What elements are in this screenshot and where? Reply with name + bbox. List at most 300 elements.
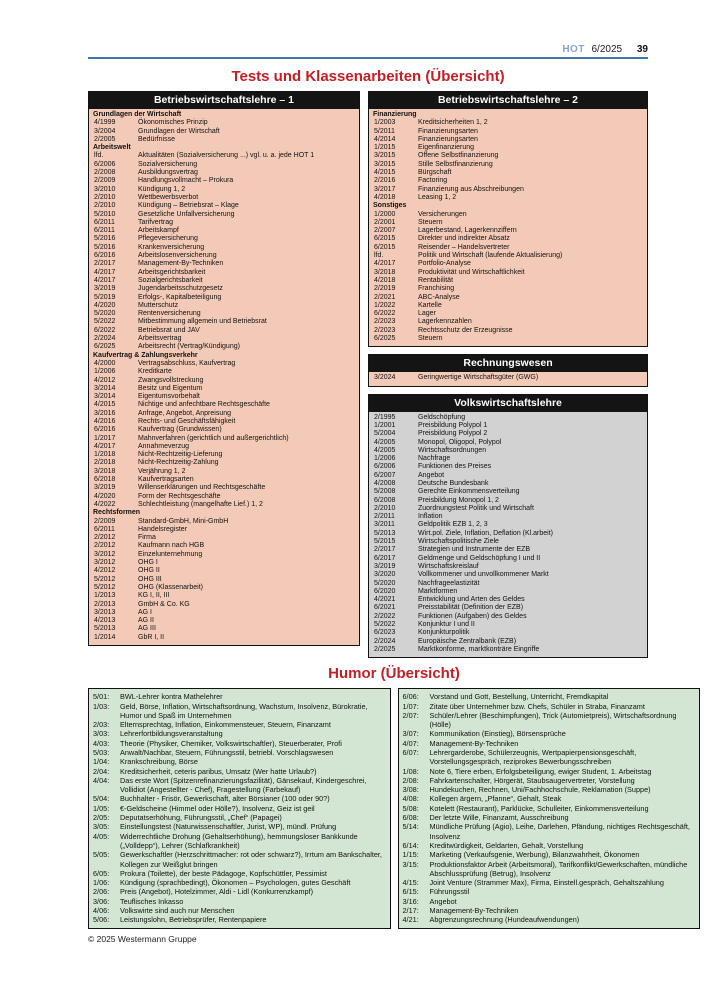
table-row (369, 318, 647, 326)
issue-ref: 5/03: (93, 748, 110, 757)
issue-ref: 2/2024 (374, 637, 396, 645)
table-row (369, 335, 647, 343)
table-row (369, 128, 647, 136)
tables-column-right (368, 91, 648, 658)
table-row (89, 534, 359, 542)
table-row (89, 601, 359, 609)
table-row (369, 596, 647, 604)
issue-ref: 3/2013 (94, 608, 116, 616)
issue-ref: 5/2008 (374, 488, 396, 496)
issue-ref: 4/2013 (94, 617, 116, 625)
table-row (369, 244, 647, 252)
issue-ref: lfd. (374, 252, 384, 260)
table-row (369, 505, 647, 513)
issue-ref: 6/2006 (94, 160, 116, 168)
issue-ref: 4/2021 (374, 596, 396, 604)
topic-label: Kartelle (418, 301, 442, 309)
table-row (89, 609, 359, 617)
topic-label: Leasing 1, 2 (418, 193, 457, 201)
table-row (89, 484, 359, 492)
humor-entry (93, 804, 386, 813)
issue-ref: 3/2012 (94, 559, 116, 567)
topic-label: Jugendarbeitsschutzgesetz (138, 285, 223, 293)
topic-label: Ausbildungsvertrag (138, 169, 198, 177)
humor-topics: Kollegen ärgern, „Pfanne“, Gehalt, Steak (429, 794, 562, 804)
issue-ref: lfd. (94, 152, 104, 160)
table-row (89, 526, 359, 534)
humor-entry (93, 692, 386, 701)
issue-ref: 4/2005 (374, 438, 396, 446)
topic-label: Krankenversicherung (138, 243, 205, 251)
topic-label: Handelsregister (138, 525, 188, 533)
issue-ref: 3/2012 (94, 550, 116, 558)
table-row (369, 497, 647, 505)
humor-topics: Einstellungstest (Naturwissenschaftler, Jurist, WP), mündl. Prüfung (120, 822, 337, 832)
humor-entry (403, 739, 696, 748)
table-row (369, 472, 647, 480)
table-row (369, 422, 647, 430)
topic-label: Franchising (418, 285, 455, 293)
issue-ref: 3/2024 (374, 374, 396, 382)
topic-label: Kündigung 1, 2 (138, 185, 186, 193)
topic-label: Steuern (418, 218, 443, 226)
issue-ref: 2/2023 (374, 318, 396, 326)
issue-ref: 4/2018 (374, 193, 396, 201)
issue-ref: 2/2012 (94, 534, 116, 542)
issue-ref: 5/05: (93, 850, 110, 860)
topic-label: Anfrage, Angebot, Anpreisung (138, 409, 232, 417)
issue-ref: 5/2010 (94, 210, 116, 218)
table-row (369, 580, 647, 588)
humor-topics: Theorie (Physiker, Chemiker, Volkswirtschaftler), Steuerberater, Profi (120, 738, 342, 748)
table-row (369, 374, 647, 382)
topic-label: Verjährung 1, 2 (138, 467, 186, 475)
issue-ref: 2/2010 (374, 504, 396, 512)
topic-label: Kreditsicherheiten 1, 2 (418, 119, 488, 127)
issue-ref: 2/2017 (374, 546, 396, 554)
table-row (369, 439, 647, 447)
table-row (369, 447, 647, 455)
topic-label: OHG III (138, 575, 162, 583)
issue-ref: 2/2024 (94, 335, 116, 343)
table-row (369, 152, 647, 160)
table-row (89, 244, 359, 252)
issue-ref: 3/2014 (94, 384, 116, 392)
issue-ref: 6/15: (402, 887, 419, 897)
issue-ref: 5/14: (402, 822, 419, 832)
table-row (89, 343, 359, 351)
table-row (369, 136, 647, 144)
table-row (89, 451, 359, 459)
humor-entry (403, 860, 696, 879)
topic-label: Finanzierungsarten (418, 135, 478, 143)
table-row (369, 119, 647, 127)
topic-label: Preisbildung Monopol 1, 2 (418, 496, 499, 504)
humor-entry (93, 850, 386, 869)
issue-ref: 4/2000 (94, 359, 116, 367)
topic-label: Wettbewerbsverbot (138, 193, 199, 201)
issue-ref: 1/08: (402, 766, 419, 776)
issue-ref: 2/2009 (94, 517, 116, 525)
issue-ref: 1/2014 (94, 633, 116, 641)
table-row (89, 335, 359, 343)
issue-ref: 6/08: (402, 813, 419, 823)
issue-ref: 5/2020 (374, 579, 396, 587)
table-row (89, 194, 359, 202)
issue-ref: 6/2015 (374, 243, 396, 251)
table-row (89, 161, 359, 169)
issue-ref: 6/2022 (94, 326, 116, 334)
table-row (89, 227, 359, 235)
topic-label: Geldschöpfung (418, 413, 466, 421)
humor-topics: Leistungslohn, Betriebsprüfer, Rentenpapiere (120, 915, 267, 925)
humor-entry (403, 841, 696, 850)
topic-label: Zwangsvollstreckung (138, 376, 204, 384)
table-row (89, 368, 359, 376)
issue-ref: 1/05: (93, 803, 110, 813)
issue-ref: 1/2018 (94, 451, 116, 459)
table-row (369, 530, 647, 538)
issue-ref: 2/2009 (94, 177, 116, 185)
issue-ref: 1/2006 (374, 455, 396, 463)
table-row (369, 463, 647, 471)
humor-entry (93, 832, 386, 851)
topic-label: OHG (Klassenarbeit) (138, 583, 203, 591)
table-row (369, 269, 647, 277)
topic-label: Produktivität und Wirtschaftlichkeit (418, 268, 525, 276)
table-row (89, 277, 359, 285)
humor-entry (403, 804, 696, 813)
topic-label: Reisender – Handelsvertreter (418, 243, 510, 251)
issue-ref: 3/2019 (94, 484, 116, 492)
table-row (89, 136, 359, 144)
issue-ref: 5/01: (93, 692, 110, 702)
issue-ref: 3/06: (93, 896, 110, 906)
table-title: Rechnungswesen (369, 355, 647, 372)
issue-ref: 3/2018 (94, 467, 116, 475)
issue-ref: 4/2015 (94, 401, 116, 409)
table-bwl1 (88, 91, 360, 646)
issue-ref: 4/2005 (374, 446, 396, 454)
issue-ref: 3/2019 (94, 285, 116, 293)
issue-ref: 5/2004 (374, 430, 396, 438)
table-row (89, 302, 359, 310)
humor-entry (93, 739, 386, 748)
topic-label: Ökonomisches Prinzip (138, 119, 208, 127)
issue-ref: 3/05: (93, 822, 110, 832)
issue-ref: 3/2020 (374, 571, 396, 579)
humor-topics: Abgrenzungsrechnung (Hundeaufwendungen) (429, 915, 580, 925)
humor-column-right (398, 688, 701, 928)
issue-ref: 6/2018 (94, 476, 116, 484)
humor-entry (403, 887, 696, 896)
issue-ref: 1/15: (402, 850, 419, 860)
table-row (89, 567, 359, 575)
topic-label: Monopol, Oligopol, Polypol (418, 438, 502, 446)
issue-ref: 4/2022 (94, 500, 116, 508)
table-row (369, 277, 647, 285)
topic-label: Nicht-Rechtzeitig-Zahlung (138, 459, 219, 467)
topic-label: Mutterschutz (138, 301, 179, 309)
topic-label: Sozialversicherung (138, 160, 198, 168)
issue-ref: 3/2018 (374, 268, 396, 276)
topic-label: Arbeitslosenversicherung (138, 252, 217, 260)
issue-ref: 5/2015 (374, 538, 396, 546)
issue-ref: 3/07: (402, 729, 419, 739)
topic-label: Besitz und Eigentum (138, 384, 203, 392)
section-heading: Sonstiges (373, 202, 407, 210)
issue-ref: 6/2016 (94, 426, 116, 434)
table-row (369, 169, 647, 177)
topic-label: OHG I (138, 559, 158, 567)
issue-ref: 5/2016 (94, 235, 116, 243)
topic-label: Firma (138, 534, 156, 542)
table-row (89, 128, 359, 136)
topic-label: Preisbildung Polypol 1 (418, 421, 488, 429)
issue-ref: 6/05: (93, 868, 110, 878)
issue-ref: 3/2015 (374, 160, 396, 168)
humor-topics: Buchhalter - Frisör, Gewerkschaft, alter Börsianer (100 oder 90?) (120, 794, 330, 804)
humor-topics: Führungsstil (429, 887, 470, 897)
issue-ref: 2/2016 (374, 177, 396, 185)
topic-label: Portfolio-Analyse (418, 260, 471, 268)
table-row (369, 621, 647, 629)
humor-entry (93, 869, 386, 878)
table-row (369, 177, 647, 185)
topic-label: GmbH & Co. KG (138, 600, 190, 608)
topic-label: Rechts- und Geschäftsfähigkeit (138, 417, 236, 425)
issue-ref: 1/04: (93, 757, 110, 767)
humor-topics: Prokura (Toilette), der beste Pädagoge, Kopfschüttler, Pessimist (120, 868, 327, 878)
topic-label: Marktformen (418, 587, 458, 595)
topic-label: Vollkommener und unvollkommener Markt (418, 571, 549, 579)
table-row (89, 426, 359, 434)
humor-entry (93, 887, 386, 896)
issue-ref: 6/2017 (374, 554, 396, 562)
humor-topics: Deputatserhöhung, Führungsstil, „Chef“ (Papagei) (120, 813, 282, 823)
topic-label: Angebot (418, 471, 445, 479)
humor-entry (93, 702, 386, 721)
issue-ref: 6/2011 (94, 218, 115, 226)
humor-topics: Lehrerfortbildungsveranstaltung (120, 729, 223, 739)
issue-ref: 1/2003 (374, 119, 396, 127)
section-heading: Kaufvertrag & Zahlungsverkehr (93, 351, 198, 359)
issue-ref: 1/2013 (94, 592, 116, 600)
table-row (89, 310, 359, 318)
table-row (369, 302, 647, 310)
table-row (89, 443, 359, 451)
humor-entry (93, 915, 386, 924)
humor-section (88, 688, 700, 928)
magazine-logo: HOT (562, 44, 585, 55)
topic-label: Vertragsabschluss, Kaufvertrag (138, 359, 236, 367)
issue-ref: 1/2022 (374, 301, 396, 309)
topic-label: OHG II (138, 567, 160, 575)
topic-label: Arbeitskampf (138, 227, 179, 235)
table-row (369, 604, 647, 612)
topic-label: Wirt.pol. Ziele, Inflation, Deflation (Kl.arbeit) (418, 529, 553, 537)
table-row (89, 393, 359, 401)
topic-label: Annahmeverzug (138, 442, 189, 450)
topic-label: Nachfrageelastizität (418, 579, 480, 587)
humor-entry (93, 794, 386, 803)
humor-entry (403, 692, 696, 701)
issue-ref: 4/1999 (94, 119, 116, 127)
table-row (89, 318, 359, 326)
table-title: Betriebswirtschaftslehre – 2 (369, 92, 647, 109)
topic-label: Geldpolitik EZB 1, 2, 3 (418, 521, 488, 529)
humor-topics: Zitate über Unternehmer bzw. Chefs, Schüler in Straba, Finanzamt (429, 701, 645, 711)
topic-label: Lagerkennzahlen (418, 318, 472, 326)
topic-label: Gesetzliche Unfallversicherung (138, 210, 235, 218)
topic-label: Pflegeversicherung (138, 235, 198, 243)
humor-topics: Vorstand und Gott, Bestellung, Unterricht, Fremdkapital (429, 692, 609, 702)
issue-ref: 2/05: (93, 813, 110, 823)
topic-label: Arbeitsvertrag (138, 335, 182, 343)
issue-ref: 5/08: (402, 803, 419, 813)
topic-label: Aktualitäten (Sozialversicherung ...) vgl. u. a. jede HOT 1 (138, 152, 315, 160)
humor-entry (403, 813, 696, 822)
topic-label: Schlechtleistung (mangelhafte Lief.) 1, 2 (138, 500, 263, 508)
humor-entry (93, 748, 386, 757)
topic-label: Nicht-Rechtzeitig-Lieferung (138, 451, 223, 459)
humor-topics: BWL-Lehrer kontra Mathelehrer (120, 692, 223, 702)
table-row (89, 377, 359, 385)
table-body (369, 109, 647, 346)
table-row (89, 617, 359, 625)
issue-ref: 2/08: (402, 775, 419, 785)
issue-ref: 5/2013 (94, 625, 116, 633)
issue-ref: 2/2008 (94, 169, 116, 177)
issue-ref: 4/2012 (94, 567, 116, 575)
topic-label: Erfolgs-, Kapitalbeteiligung (138, 293, 222, 301)
issue-ref: 4/2017 (94, 268, 116, 276)
table-row (369, 227, 647, 235)
issue-ref: 6/07: (402, 748, 419, 757)
section-heading: Arbeitswelt (93, 144, 131, 152)
topic-label: Eigenfinanzierung (418, 144, 475, 152)
topic-label: Nachfrage (418, 455, 451, 463)
issue-ref: 3/2019 (374, 562, 396, 570)
issue-ref: 5/04: (93, 794, 110, 804)
humor-entry (93, 897, 386, 906)
issue-ref: 4/2016 (94, 417, 116, 425)
table-row (369, 235, 647, 243)
humor-entry (93, 720, 386, 729)
issue-ref: 2/2025 (374, 645, 396, 653)
issue-ref: 3/2016 (94, 409, 116, 417)
issue-ref: 2/1995 (374, 413, 396, 421)
table-rechnungswesen (368, 354, 648, 386)
table-row (89, 385, 359, 393)
issue-ref: 2/04: (93, 766, 110, 776)
table-row (89, 592, 359, 600)
table-row (369, 310, 647, 318)
topic-label: Standard-GmbH, Mini-GmbH (138, 517, 229, 525)
issue-ref: 4/15: (402, 878, 419, 888)
table-row (89, 327, 359, 335)
topic-label: Konjunktur I und II (418, 621, 475, 629)
topic-label: Offene Selbstfinanzierung (418, 152, 499, 160)
issue-ref: 6/2008 (374, 496, 396, 504)
topic-label: Arbeitsrecht (Vertrag/Kündigung) (138, 343, 240, 351)
issue-ref: 3/15: (402, 859, 419, 869)
issue-ref: 2/03: (93, 720, 110, 730)
humor-topics: Volkswirte sind auch nur Menschen (120, 906, 235, 916)
table-row (369, 638, 647, 646)
issue-ref: 2/2018 (94, 459, 116, 467)
table-row (89, 294, 359, 302)
issue-number: 6/2025 (591, 44, 623, 55)
table-row (369, 144, 647, 152)
table-row (89, 186, 359, 194)
issue-ref: 3/2004 (94, 127, 116, 135)
issue-ref: 1/2006 (94, 368, 116, 376)
table-row (89, 584, 359, 592)
topic-label: Politik und Wirtschaft (laufende Aktualisierung) (418, 252, 563, 260)
issue-ref: 2/2007 (374, 227, 396, 235)
issue-ref: 2/2001 (374, 218, 396, 226)
humor-topics: Kommunikation (Einstieg), Börsensprüche (429, 729, 566, 739)
issue-ref: 2/06: (93, 887, 110, 897)
topic-label: Handlungsvollmacht – Prokura (138, 177, 234, 185)
issue-ref: 6/2007 (374, 471, 396, 479)
table-title: Volkswirtschaftslehre (369, 395, 647, 412)
page-footer: © 2025 Westermann Gruppe (88, 933, 197, 944)
table-row (369, 555, 647, 563)
issue-ref: 1/2015 (374, 144, 396, 152)
topic-label: Einzelunternehmung (138, 550, 203, 558)
issue-ref: 4/2017 (374, 260, 396, 268)
table-row (369, 646, 647, 654)
topic-label: Strategien und Instrumente der EZB (418, 546, 531, 554)
issue-ref: 3/03: (93, 729, 110, 739)
issue-ref: 1/03: (93, 701, 110, 711)
topic-label: Kaufvertragsarten (138, 476, 194, 484)
topic-label: Mitbestimmung allgemein und Betriebsrat (138, 318, 267, 326)
humor-entry (93, 906, 386, 915)
table-row (89, 410, 359, 418)
humor-topics: Das erste Wort (Spitzenrefinanzierungsfazilität), Gänsekauf, Kindergeschrei, Vollidiot (Angestellter - Chef), Fragestellung (Farbekauf) (120, 775, 367, 795)
issue-ref: 6/2025 (94, 343, 116, 351)
issue-ref: 1/2000 (374, 210, 396, 218)
table-row (369, 613, 647, 621)
topic-label: Preisstabilität (Definition der EZB) (418, 604, 524, 612)
issue-ref: 4/2014 (374, 135, 396, 143)
topic-label: Lager (418, 310, 436, 318)
issue-ref: 2/07: (402, 710, 419, 720)
topic-label: Arbeitsgerichtsbarkeit (138, 268, 206, 276)
table-row (89, 219, 359, 227)
page-header (88, 44, 648, 59)
humor-topics: Joint Venture (Strammer Max), Firma, Einstell.gespräch, Gehaltszahlung (429, 878, 664, 888)
humor-entry (93, 813, 386, 822)
table-row (89, 634, 359, 642)
topic-label: Inflation (418, 513, 443, 521)
humor-topics: Widerrechtliche Drohung (Gehaltserhöhung), hemmungsloser Bankkunde („Volldepp“), Lehrer (Schlafkrankheit) (120, 831, 358, 850)
humor-topics: Note 6, Tiere erben, Erfolgsbeteiligung, ewiger Student, 1. Arbeitstag (429, 766, 652, 776)
table-row (369, 513, 647, 521)
table-row (89, 269, 359, 277)
issue-ref: 6/14: (402, 840, 419, 850)
humor-topics: Angebot (429, 896, 457, 906)
issue-ref: 6/2006 (374, 463, 396, 471)
issue-ref: 1/07: (402, 701, 419, 711)
table-row (89, 625, 359, 633)
humor-topics: Hundekuchen, Rechnen, Uni/Fachhochschule, Reklamation (Suppe) (429, 785, 651, 795)
table-row (369, 186, 647, 194)
issue-ref: 2/2010 (94, 193, 116, 201)
